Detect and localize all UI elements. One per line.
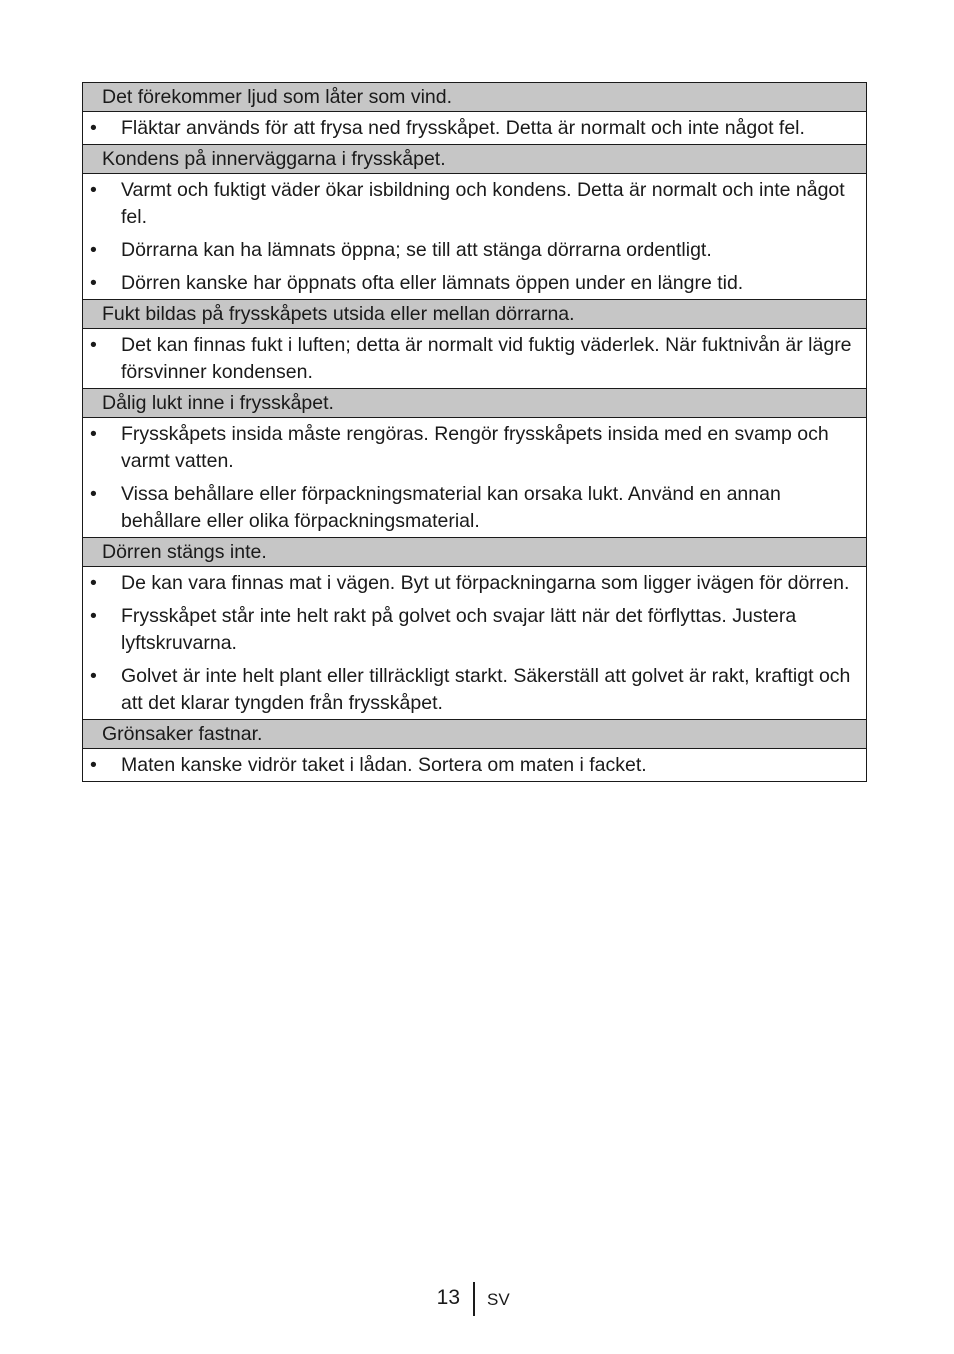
list-item <box>83 421 858 475</box>
list-item <box>83 270 858 297</box>
list-item-text: De kan vara finnas mat i vägen. Byt ut förpackningarna som ligger ivägen för dörren. <box>121 572 850 594</box>
list-item-text: Maten kanske vidrör taket i lådan. Sortera om maten i facket. <box>121 754 647 776</box>
page-footer <box>0 1282 954 1316</box>
section-body <box>83 748 866 781</box>
page-number: 13 <box>436 1286 460 1309</box>
list-item <box>83 177 858 231</box>
section-body <box>83 417 866 537</box>
section-heading: Dålig lukt inne i frysskåpet. <box>83 388 866 417</box>
list-item <box>83 663 858 717</box>
section-heading: Fukt bildas på frysskåpets utsida eller mellan dörrarna. <box>83 299 866 328</box>
language-code: SV <box>487 1290 510 1309</box>
bullet-icon: • <box>90 754 97 776</box>
list-item-text: Golvet är inte helt plant eller tillräckligt starkt. Säkerställ att golvet är rakt, kraftigt och att det klarar tyngden från frysskåpet. <box>121 665 851 714</box>
section-body <box>83 566 866 719</box>
list-item <box>83 237 858 264</box>
bullet-icon: • <box>90 117 97 139</box>
list-item-text: Vissa behållare eller förpackningsmaterial kan orsaka lukt. Använd en annan behållare eller olika förpackningsmaterial. <box>121 483 781 532</box>
section-heading: Kondens på innerväggarna i frysskåpet. <box>83 144 866 173</box>
section-heading: Det förekommer ljud som låter som vind. <box>83 83 866 111</box>
list-item <box>83 752 858 779</box>
bullet-icon: • <box>90 605 97 627</box>
list-item-text: Dörrarna kan ha lämnats öppna; se till att stänga dörrarna ordentligt. <box>121 239 712 261</box>
bullet-icon: • <box>90 239 97 261</box>
troubleshooting-table <box>82 82 867 782</box>
list-item <box>83 115 858 142</box>
list-item <box>83 570 858 597</box>
section-heading: Dörren stängs inte. <box>83 537 866 566</box>
list-item <box>83 603 858 657</box>
list-item-text: Fläktar används för att frysa ned frysskåpet. Detta är normalt och inte något fel. <box>121 117 805 139</box>
footer-divider <box>473 1282 475 1316</box>
list-item <box>83 332 858 386</box>
section-body <box>83 173 866 299</box>
list-item-text: Frysskåpet står inte helt rakt på golvet och svajar lätt när det förflyttas. Justera lyftskruvarna. <box>121 605 797 654</box>
bullet-icon: • <box>90 572 97 594</box>
list-item <box>83 481 858 535</box>
bullet-icon: • <box>90 423 97 445</box>
list-item-text: Varmt och fuktigt väder ökar isbildning och kondens. Detta är normalt och inte något fel. <box>121 179 845 228</box>
list-item-text: Det kan finnas fukt i luften; detta är normalt vid fuktig väderlek. När fuktnivån är lägre försvinner kondensen. <box>121 334 852 383</box>
section-heading: Grönsaker fastnar. <box>83 719 866 748</box>
bullet-icon: • <box>90 483 97 505</box>
section-body <box>83 328 866 388</box>
bullet-icon: • <box>90 665 97 687</box>
list-item-text: Frysskåpets insida måste rengöras. Rengör frysskåpets insida med en svamp och varmt vatten. <box>121 423 829 472</box>
bullet-icon: • <box>90 179 97 201</box>
bullet-icon: • <box>90 334 97 356</box>
bullet-icon: • <box>90 272 97 294</box>
list-item-text: Dörren kanske har öppnats ofta eller lämnats öppen under en längre tid. <box>121 272 744 294</box>
section-body <box>83 111 866 144</box>
